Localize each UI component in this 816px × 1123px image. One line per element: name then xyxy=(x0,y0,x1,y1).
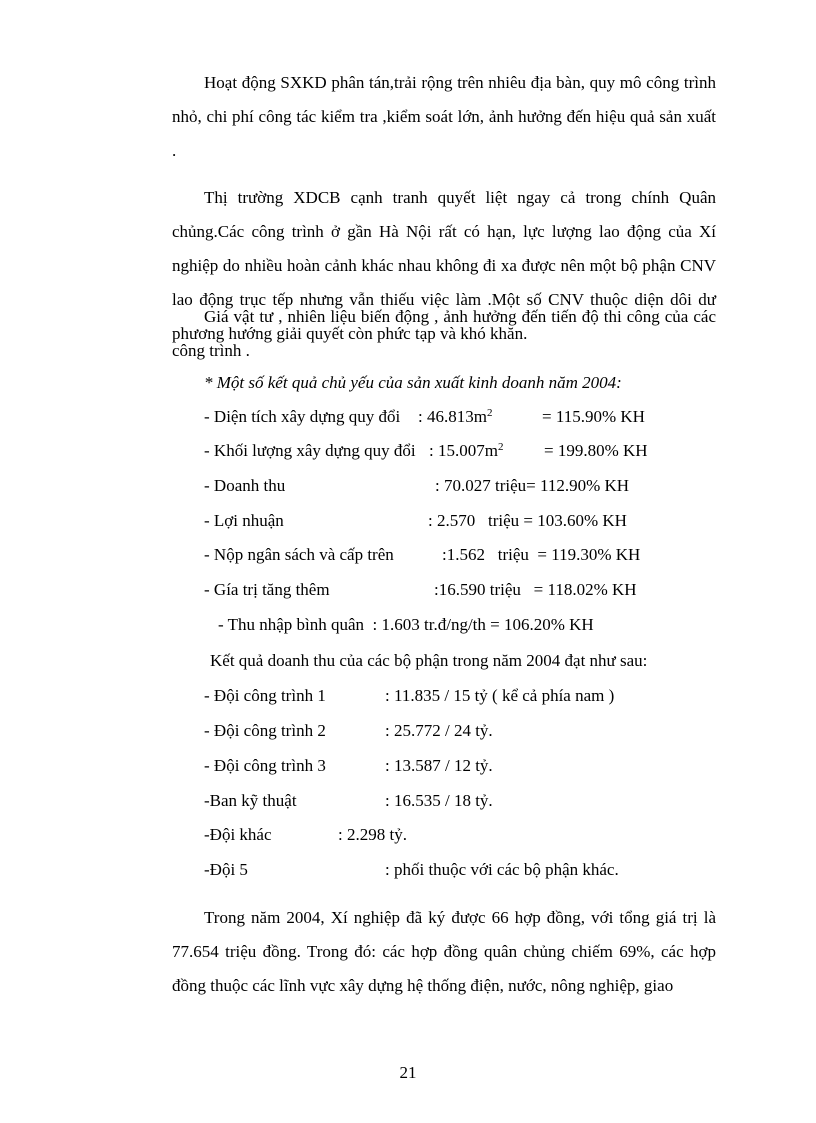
paragraph-4: Trong năm 2004, Xí nghiệp đã ký được 66 hợp đồng, với tổng giá trị là 77.654 triệu đồng. Trong đó: các hợp đồng quân chủng chiếm 69%, các hợp đồng thuộc các lĩnh vực xây dựng hệ thống điện, nước, nông nghiệp, giao xyxy=(172,908,716,995)
department-row xyxy=(204,720,684,742)
department-label: -Đội 5 xyxy=(204,860,248,879)
department-value: : 16.535 / 18 tỷ. xyxy=(385,791,493,810)
department-label: - Đội công trình 3 xyxy=(204,756,326,775)
result-value: : 2.570 triệu = 103.60% KH xyxy=(428,511,627,530)
result-percent: = 115.90% KH xyxy=(542,407,645,426)
department-value: : phối thuộc với các bộ phận khác. xyxy=(385,860,619,879)
department-row xyxy=(204,859,684,881)
result-value: :1.562 triệu = 119.30% KH xyxy=(442,545,641,564)
result-row xyxy=(204,510,704,532)
paragraph-3: Giá vật tư , nhiên liệu biến động , ảnh hưởng đến tiến độ thi công của các công trình . xyxy=(172,307,716,360)
department-value: : 11.835 / 15 tỷ ( kể cả phía nam ) xyxy=(385,686,615,705)
paragraph-1: Hoạt động SXKD phân tán,trải rộng trên nhiêu địa bàn, quy mô công trình nhỏ, chi phí công tác kiểm tra ,kiểm soát lớn, ảnh hưởng đến hiệu quả sản xuất . xyxy=(172,73,716,160)
department-label: -Đội khác xyxy=(204,825,272,844)
department-row xyxy=(204,685,684,707)
department-value: : 25.772 / 24 tỷ. xyxy=(385,721,493,740)
result-row: - Thu nhập bình quân : 1.603 tr.đ/ng/th = 106.20% KH xyxy=(218,615,594,634)
result-value: : $15.007m^2$ xyxy=(429,441,504,460)
result-row xyxy=(204,579,704,601)
department-label: - Đội công trình 1 xyxy=(204,686,326,705)
result-label: - Diện tích xây dựng quy đổi xyxy=(204,407,401,426)
department-value: : 2.298 tỷ. xyxy=(338,825,407,844)
result-value: :16.590 triệu = 118.02% KH xyxy=(434,580,637,599)
department-row xyxy=(204,755,684,777)
page-number: 21 xyxy=(399,1063,417,1082)
department-label: - Đội công trình 2 xyxy=(204,721,326,740)
result-row xyxy=(204,475,704,497)
result-row xyxy=(204,440,704,462)
paragraph-2: Thị trường XDCB cạnh tranh quyết liệt ngay cả trong chính Quân chủng.Các công trình ở gần Hà Nội rất có hạn, lực lượng lao động của Xí nghiệp do nhiều hoàn cảnh khác nhau không đi xa được nên một bộ phận CNV lao động trục tếp nhưng vẫn thiếu việc làm .Một số CNV thuộc diện dôi dư phương hướng giải quyết còn phức tạp và khó khăn. xyxy=(172,188,716,343)
result-label: - Lợi nhuận xyxy=(204,511,284,530)
results-heading: * Một số kết quả chủ yếu của sản xuất kinh doanh năm 2004: xyxy=(204,373,622,392)
result-value: : 70.027 triệu= 112.90% KH xyxy=(435,476,630,495)
department-label: -Ban kỹ thuật xyxy=(204,791,297,810)
result-label: - Gía trị tăng thêm xyxy=(204,580,330,599)
result-label: - Doanh thu xyxy=(204,476,286,495)
result-row xyxy=(204,544,704,566)
result-percent: = 199.80% KH xyxy=(544,441,648,460)
department-value: : 13.587 / 12 tỷ. xyxy=(385,756,493,775)
department-row xyxy=(204,824,684,846)
result-value: : $46.813m^2$ xyxy=(418,407,493,426)
department-row xyxy=(204,790,684,812)
departments-heading: Kết quả doanh thu của các bộ phận trong năm 2004 đạt như sau: xyxy=(210,651,648,670)
result-row xyxy=(204,406,704,428)
result-label: - Khối lượng xây dựng quy đổi xyxy=(204,441,416,460)
result-label: - Nộp ngân sách và cấp trên xyxy=(204,545,394,564)
